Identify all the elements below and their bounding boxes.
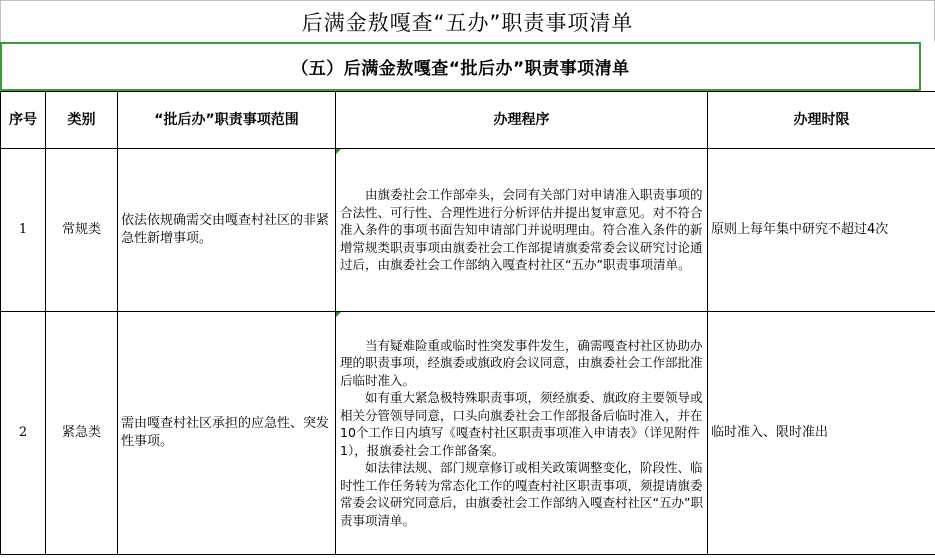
row-category: 紧急类: [46, 312, 118, 555]
header-time-limit: 办理时限: [708, 92, 935, 149]
procedure-paragraph: 如有重大紧急极特殊职责事项，须经旗委、旗政府主要领导或相关分管领导同意，口头向旗委社会工作部报备后临时准入，并在10个工作日内填写《嘎查村社区职责事项准入申请表》（详见附件1），报旗委社会工作部备案。: [340, 390, 703, 458]
duty-items-table: [0, 91, 935, 555]
header-seq: 序号: [1, 92, 46, 149]
procedure-paragraph: 如法律法规、部门规章修订或相关政策调整变化，阶段性、临时性工作任务转为常态化工作的嘎查村社区职责事项，须提请旗委常委会议研究同意后，由旗委社会工作部纳入嘎查村社区“五办”职责事项清单。: [340, 460, 703, 528]
table-row: [1, 312, 935, 555]
row-seq: 2: [1, 312, 46, 555]
row-procedure: [336, 312, 708, 555]
document-title: 后满金敖嘎查“五办”职责事项清单: [0, 0, 935, 42]
row-time-limit: 临时准入、限时准出: [708, 312, 935, 555]
procedure-paragraph: 当有疑难险重或临时性突发事件发生，确需嘎查村社区协助办理的职责事项，经旗委或旗政府会议同意，由旗委社会工作部批准后临时准入。: [340, 337, 703, 388]
row-category: 常规类: [46, 149, 118, 312]
row-time-limit: 原则上每年集中研究不超过4次: [708, 149, 935, 312]
header-procedure: 办理程序: [336, 92, 708, 149]
procedure-paragraph: 由旗委社会工作部牵头，会同有关部门对申请准入职责事项的合法性、可行性、合理性进行分析评估并提出复审意见。对不符合准入条件的事项书面告知申请部门并说明理由。符合准入条件的新增常规类职责事项由旗委社会工作部提请旗委常委会议研究讨论通过后，由旗委社会工作部纳入嘎查村社区“五办”职责事项清单。: [340, 187, 703, 273]
section-subtitle[interactable]: （五）后满金敖嘎查“批后办”职责事项清单: [0, 42, 921, 91]
header-scope: “批后办”职责事项范围: [118, 92, 336, 149]
header-category: 类别: [46, 92, 118, 149]
table-header-row: [1, 92, 935, 149]
row-seq: 1: [1, 149, 46, 312]
row-scope: 需由嘎查村社区承担的应急性、突发性事项。: [118, 312, 336, 555]
row-scope: 依法依规确需交由嘎查村社区的非紧急性新增事项。: [118, 149, 336, 312]
table-row: [1, 149, 935, 312]
row-procedure: [336, 149, 708, 312]
